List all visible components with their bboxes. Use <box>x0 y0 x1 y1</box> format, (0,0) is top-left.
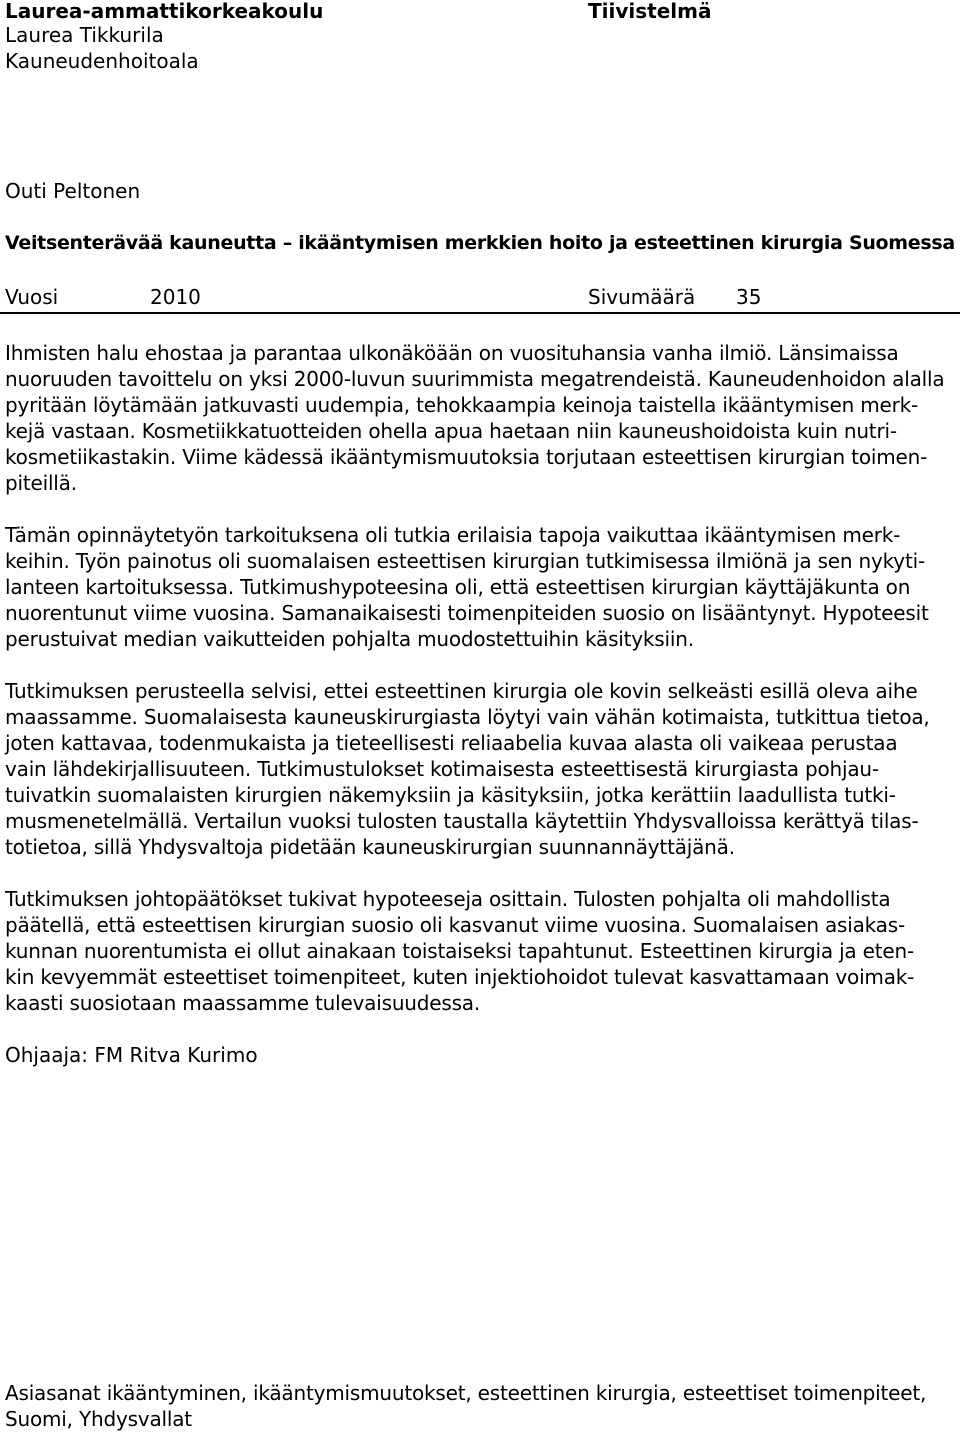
text-line: pyritään löytämään jatkuvasti uudempia, tehokkaampia keinoja taistella ikääntymisen merk- <box>5 393 919 417</box>
document-type: Tiivistelmä <box>588 0 712 23</box>
text-line: perustuivat median vaikutteiden pohjalta muodostettuihin käsityksiin. <box>5 627 694 651</box>
abstract-paragraph-4 <box>5 886 957 1016</box>
text-line: lanteen kartoituksessa. Tutkimushypoteesina oli, että esteettisen kirurgian käyttäjäkunta on <box>5 575 911 599</box>
pages-value: 35 <box>736 285 762 309</box>
text-line: joten kattavaa, todenmukaista ja tieteellisesti reliaabelia kuvaa alasta oli vaikeaa perustaa <box>5 731 898 755</box>
text-line: Ihmisten halu ehostaa ja parantaa ulkonäköään on vuosituhansia vanha ilmiö. Länsimaissa <box>5 341 899 365</box>
institution-name: Laurea-ammattikorkeakoulu <box>5 0 324 23</box>
abstract-paragraph-2 <box>5 522 957 652</box>
text-line: musmenetelmällä. Vertailun vuoksi tulosten taustalla käytettiin Yhdysvalloissa kerättyä tilas- <box>5 809 919 833</box>
pages-label: Sivumäärä <box>588 285 696 309</box>
degree-programme: Kauneudenhoitoala <box>5 49 199 73</box>
thesis-title: Veitsenterävää kauneutta – ikääntymisen merkkien hoito ja esteettinen kirurgia Suomessa <box>5 232 955 254</box>
text-line: kosmetiikastakin. Viime kädessä ikääntymismuutoksia torjutaan esteettisen kirurgian toimen- <box>5 445 928 469</box>
keywords-line: Asiasanat ikääntyminen, ikääntymismuutokset, esteettinen kirurgia, esteettiset toimenpiteet, <box>5 1381 927 1405</box>
text-line: piteillä. <box>5 471 77 495</box>
text-line: maassamme. Suomalaisesta kauneuskirurgiasta löytyi vain vähän kotimaista, tutkittua tietoa, <box>5 705 930 729</box>
text-line: keihin. Työn painotus oli suomalaisen esteettisen kirurgian tutkimisessa ilmiönä ja sen nykyti- <box>5 549 925 573</box>
text-line: Tutkimuksen perusteella selvisi, ettei esteettinen kirurgia ole kovin selkeästi esillä oleva aihe <box>5 679 918 703</box>
abstract-paragraph-1 <box>5 340 957 496</box>
keywords <box>5 1380 957 1432</box>
abstract-paragraph-3 <box>5 678 957 860</box>
separator-line <box>0 312 960 314</box>
text-line: kaasti suosiotaan maassamme tulevaisuudessa. <box>5 991 481 1015</box>
text-line: tuivatkin suomalaisten kirurgien näkemyksiin ja käsityksiin, jotka kerättiin laadullista tutki- <box>5 783 896 807</box>
keywords-line: Suomi, Yhdysvallat <box>5 1407 192 1431</box>
text-line: nuorentunut viime vuosina. Samanaikaisesti toimenpiteiden suosio on lisääntynyt. Hypoteesit <box>5 601 929 625</box>
text-line: Tutkimuksen johtopäätökset tukivat hypoteeseja osittain. Tulosten pohjalta oli mahdollista <box>5 887 891 911</box>
text-line: Tämän opinnäytetyön tarkoituksena oli tutkia erilaisia tapoja vaikuttaa ikääntymisen merk- <box>5 523 901 547</box>
text-line: vain lähdekirjallisuuteen. Tutkimustulokset kotimaisesta esteettisestä kirurgiasta pohjau- <box>5 757 879 781</box>
text-line: kejä vastaan. Kosmetiikkatuotteiden ohella apua haetaan niin kauneushoidoista kuin nutri- <box>5 419 897 443</box>
author-name: Outi Peltonen <box>5 179 141 203</box>
supervisor: Ohjaaja: FM Ritva Kurimo <box>5 1043 258 1067</box>
text-line: päätellä, että esteettisen kirurgian suosio oli kasvanut viime vuosina. Suomalaisen asiakas- <box>5 913 905 937</box>
text-line: kunnan nuorentumista ei ollut ainakaan toistaiseksi tapahtunut. Esteettinen kirurgia ja eten- <box>5 939 914 963</box>
text-line: nuoruuden tavoittelu on yksi 2000-luvun suurimmista megatrendeistä. Kauneudenhoidon alalla <box>5 367 945 391</box>
text-line: totietoa, sillä Yhdysvaltoja pidetään kauneuskirurgian suunnannäyttäjänä. <box>5 835 735 859</box>
text-line: kin kevyemmät esteettiset toimenpiteet, kuten injektiohoidot tulevat kasvattamaan voimak- <box>5 965 915 989</box>
year-value: 2010 <box>150 285 201 309</box>
year-label: Vuosi <box>5 285 59 309</box>
campus-name: Laurea Tikkurila <box>5 23 164 47</box>
